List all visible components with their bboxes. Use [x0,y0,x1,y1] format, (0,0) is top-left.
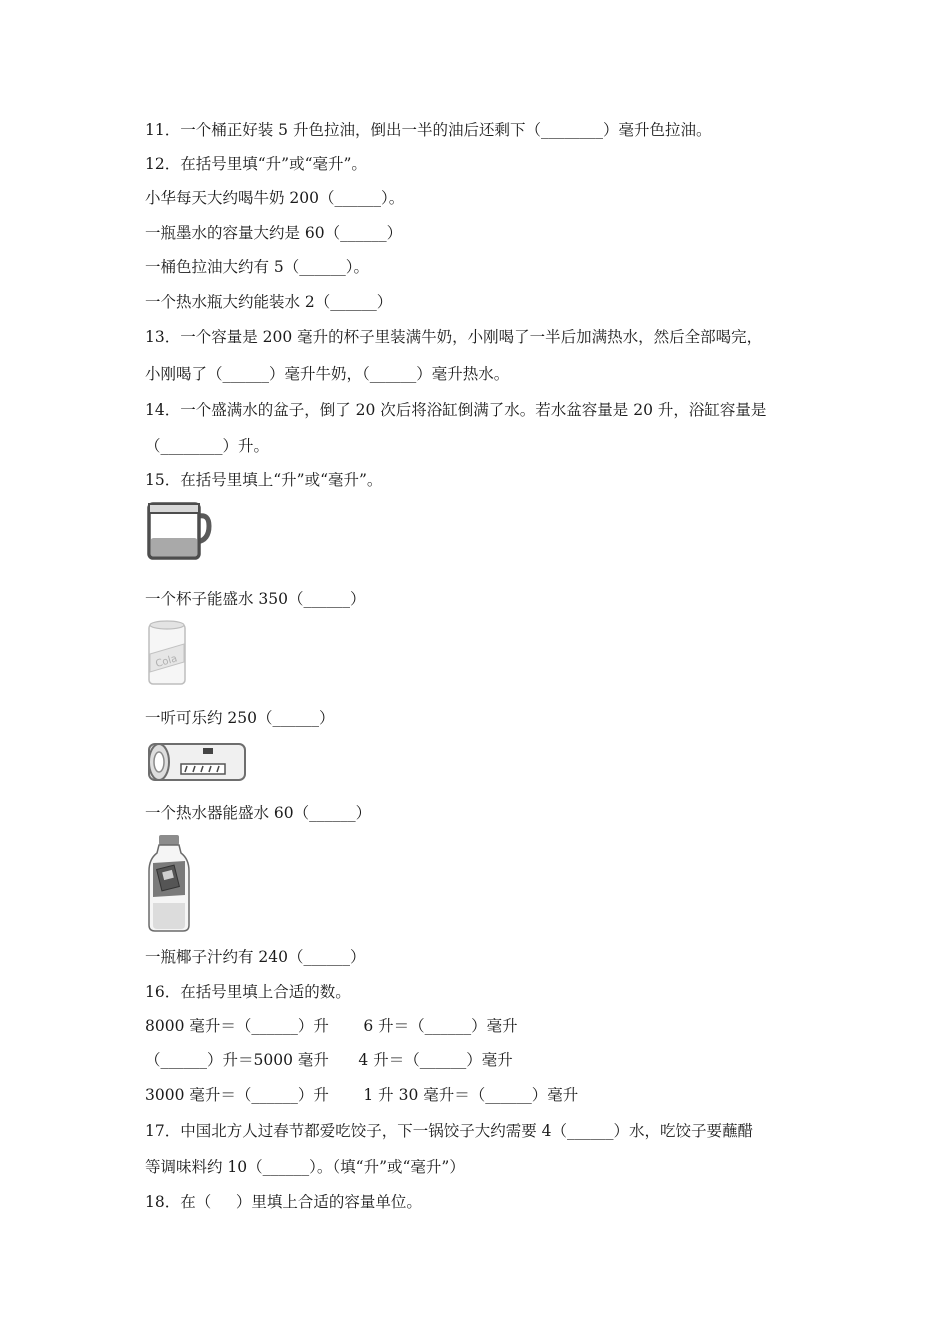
question-16-row: 3000 毫升＝（______）升 1 升 30 毫升＝（______）毫升 [145,1086,579,1104]
question-17-cont: 等调味料约 10（______）。（填“升”或“毫升”） [145,1158,465,1176]
question-15-item: 一听可乐约 250（______） [145,709,335,727]
question-13: 13．一个容量是 200 毫升的杯子里装满牛奶，小刚喝了一半后加满热水，然后全部喝完， [145,328,763,346]
question-16-row: （______）升＝5000 毫升 4 升＝（______）毫升 [145,1051,513,1069]
question-18: 18．在（ ）里填上合适的容量单位。 [145,1193,422,1211]
question-15-item: 一个热水器能盛水 60（______） [145,804,372,822]
question-14-cont: （________）升。 [145,437,270,455]
question-15-item: 一瓶椰子汁约有 240（______） [145,948,366,966]
question-16: 16．在括号里填上合适的数。 [145,983,351,1001]
question-14: 14．一个盛满水的盆子，倒了 20 次后将浴缸倒满了水。若水盆容量是 20 升，浴缸容量是 [145,401,767,419]
cola-can-icon [145,618,189,688]
juice-bottle-icon [145,833,193,935]
question-16-row: 8000 毫升＝（______）升 6 升＝（______）毫升 [145,1017,518,1035]
question-12-item: 一个热水瓶大约能装水 2（______） [145,293,393,311]
can-label: Cola [154,653,179,671]
question-17: 17．中国北方人过春节都爱吃饺子，下一锅饺子大约需要 4（______）水，吃饺子要蘸醋 [145,1122,754,1140]
question-12-item: 一瓶墨水的容量大约是 60（______） [145,224,403,242]
question-15: 15．在括号里填上“升”或“毫升”。 [145,471,383,489]
question-11: 11．一个桶正好装 5 升色拉油，倒出一半的油后还剩下（________）毫升色拉油。 [145,121,712,139]
question-13-cont: 小刚喝了（______）毫升牛奶，（______）毫升热水。 [145,365,510,383]
question-12: 12．在括号里填“升”或“毫升”。 [145,155,367,173]
question-15-item: 一个杯子能盛水 350（______） [145,590,366,608]
question-12-item: 一桶色拉油大约有 5（______）。 [145,258,370,276]
mug-icon [145,500,213,562]
water-heater-icon [145,738,249,786]
question-12-item: 小华每天大约喝牛奶 200（______）。 [145,189,405,207]
